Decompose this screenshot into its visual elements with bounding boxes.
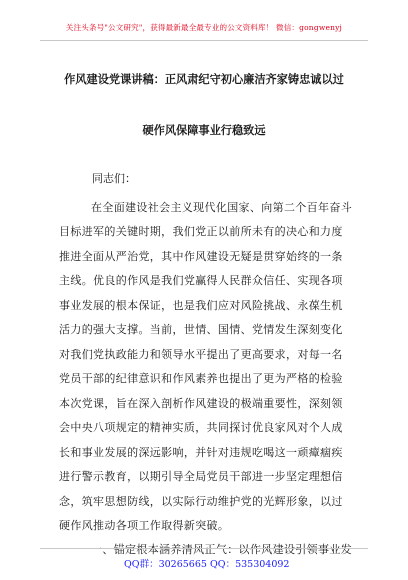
footer-qq-group: QQ群：30265665 [124, 559, 207, 570]
body-line: 硬作风推动各项工作取得新突破。 [59, 519, 230, 532]
document-title-line-2: 硬作风保障事业行稳致远 [142, 123, 266, 137]
body-line: 在全面建设社会主义现代化国家、向第二个百年奋斗 [91, 201, 353, 214]
salutation: 同志们： [92, 172, 136, 185]
footer-divider [40, 548, 368, 549]
body-line: 活力的强大支撑。当前，世情、国情、党情发生深刻变化 [59, 323, 343, 336]
footer-qq-number: QQ：535304092 [210, 559, 290, 570]
section-heading: 一、锚定根本涵养清风正气：以作风建设引领事业发 [91, 543, 353, 556]
body-line: 党员干部的纪律意识和作风素养也提出了更为严格的检验 [59, 372, 343, 385]
header-divider [40, 40, 368, 41]
body-line: 目标进军的关键时期，我们党正以前所未有的决心和力度 [59, 225, 343, 238]
document-title-line-1: 作风建设党课讲稿：正风肃纪守初心廉洁齐家铸忠诚以过 [64, 72, 344, 86]
body-line: 对我们党执政能力和领导水平提出了更高要求，对每一名 [59, 348, 343, 361]
body-line: 主线。优良的作风是我们党赢得人民群众信任、实现各项 [59, 274, 343, 287]
body-line: 念，筑牢思想防线，以实际行动维护党的光辉形象，以过 [59, 495, 343, 508]
body-line: 推进全面从严治党，其中作风建设无疑是贯穿始终的一条 [59, 250, 343, 263]
header-banner: 关注头条号"公文研究"，获得最新最全最专业的公文资料库！ 微信：gongwenyj [65, 23, 343, 32]
body-line: 进行警示教育，以期引导全局党员干部进一步坚定理想信 [59, 470, 343, 483]
body-line: 本次党课，旨在深入剖析作风建设的极端重要性，深刻领 [59, 397, 343, 410]
body-line: 长和事业发展的深远影响，并针对违规吃喝这一顽瘴痼疾 [59, 446, 343, 459]
body-line: 事业发展的根本保证，也是我们应对风险挑战、永葆生机 [59, 299, 343, 312]
body-line: 会中央八项规定的精神实质，共同探讨优良家风对个人成 [59, 421, 343, 434]
